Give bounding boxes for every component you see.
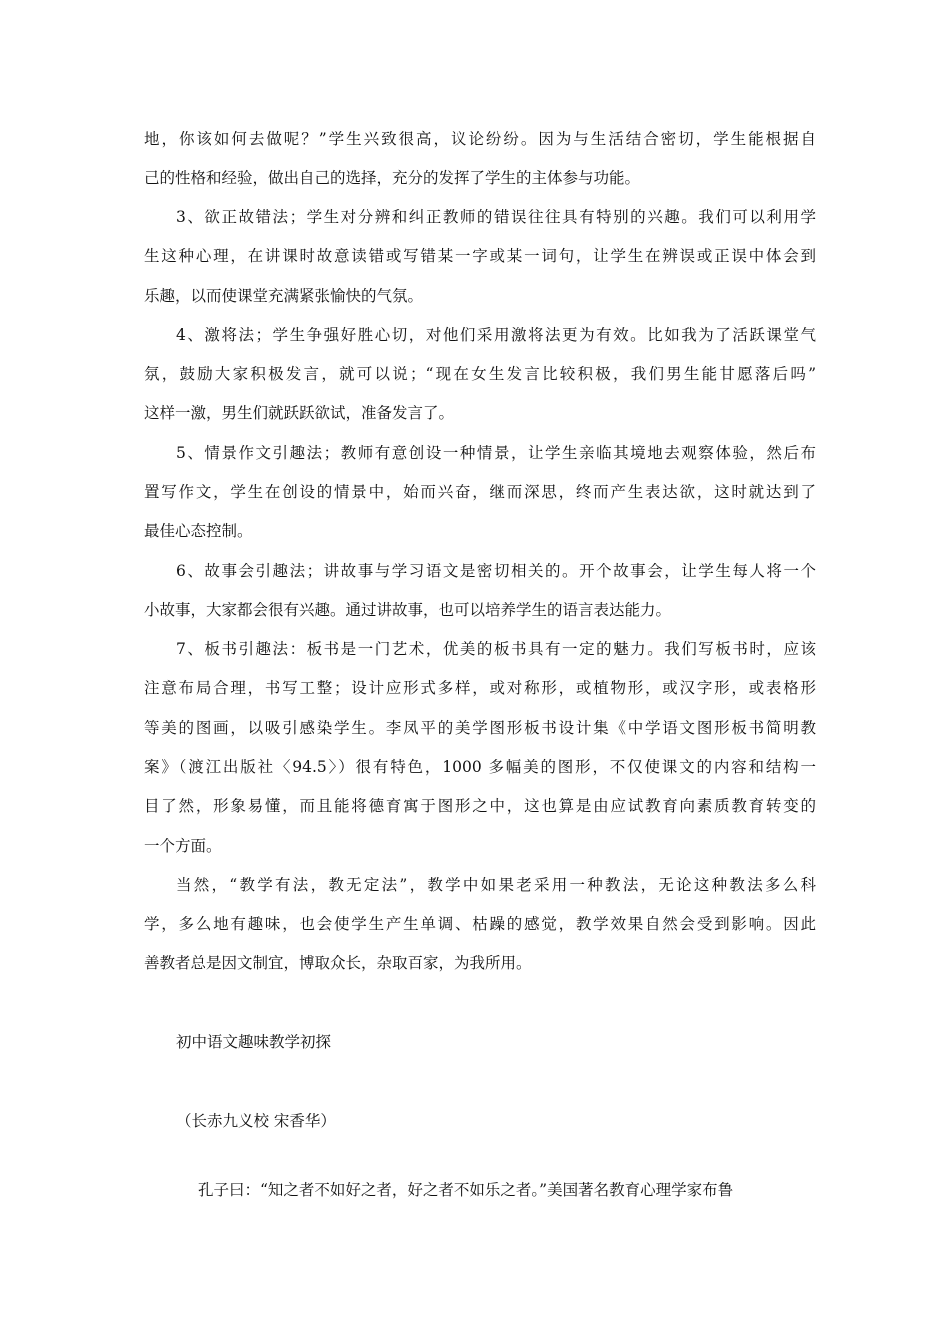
text-line: 生这种心理，在讲课时故意读错或写错某一字或某一词句，让学生在辨误或正误中体会到: [144, 247, 816, 265]
text-line: 3、欲正故错法；学生对分辨和纠正教师的错误往往具有特别的兴趣。我们可以利用学: [176, 208, 816, 226]
text-line: 乐趣，以而使课堂充满紧张愉快的气氛。: [144, 287, 424, 305]
text-line: 这样一激，男生们就跃跃欲试，准备发言了。: [144, 404, 455, 422]
text-line: 目了然，形象易懂，而且能将德育寓于图形之中，这也算是由应试教育向素质教育转变的: [144, 797, 816, 815]
text-line: 4、激将法；学生争强好胜心切，对他们采用激将法更为有效。比如我为了活跃课堂气: [176, 326, 816, 344]
text-line: 己的性格和经验，做出自己的选择，充分的发挥了学生的主体参与功能。: [144, 169, 641, 187]
text-line: 注意布局合理，书写工整；设计应形式多样，或对称形，或植物形，或汉字形，或表格形: [144, 679, 816, 697]
text-line: 7、板书引趣法：板书是一门艺术，优美的板书具有一定的魅力。我们写板书时，应该: [176, 640, 816, 658]
text-line: 学，多么地有趣味，也会使学生产生单调、枯躁的感觉，教学效果自然会受到影响。因此: [144, 915, 816, 933]
text-line: 等美的图画，以吸引感染学生。李凤平的美学图形板书设计集《中学语文图形板书简明教: [144, 719, 816, 737]
text-line: 氛，鼓励大家积极发言，就可以说；“现在女生发言比较积极，我们男生能甘愿落后吗”: [144, 365, 816, 383]
text-line: 小故事，大家都会很有兴趣。通过讲故事，也可以培养学生的语言表达能力。: [144, 601, 672, 619]
text-line: 置写作文，学生在创设的情景中，始而兴奋，继而深思，终而产生表达欲，这时就达到了: [144, 483, 816, 501]
article-title: 初中语文趣味教学初探: [176, 1033, 332, 1051]
article-intro-line: 孔子曰：“知之者不如好之者，好之者不如乐之者。”美国著名教育心理学家布鲁: [198, 1181, 734, 1199]
text-line: 一个方面。: [144, 837, 222, 855]
text-line: 善教者总是因文制宜，博取众长，杂取百家，为我所用。: [144, 954, 532, 972]
text-line: 当然，“教学有法，教无定法”，教学中如果老采用一种教法，无论这种教法多么科: [176, 876, 816, 894]
text-line: 案》（渡江出版社〈94.5〉）很有特色，1000 多幅美的图形，不仅使课文的内容和结构一: [144, 758, 816, 776]
article-byline: （长赤九义校 宋香华）: [176, 1112, 336, 1130]
text-line: 地，你该如何去做呢？”学生兴致很高，议论纷纷。因为与生活结合密切，学生能根据自: [144, 130, 816, 148]
text-line: 最佳心态控制。: [144, 522, 253, 540]
text-line: 6、故事会引趣法；讲故事与学习语文是密切相关的。开个故事会，让学生每人将一个: [176, 562, 816, 580]
text-line: 5、情景作文引趣法；教师有意创设一种情景，让学生亲临其境地去观察体验，然后布: [176, 444, 816, 462]
